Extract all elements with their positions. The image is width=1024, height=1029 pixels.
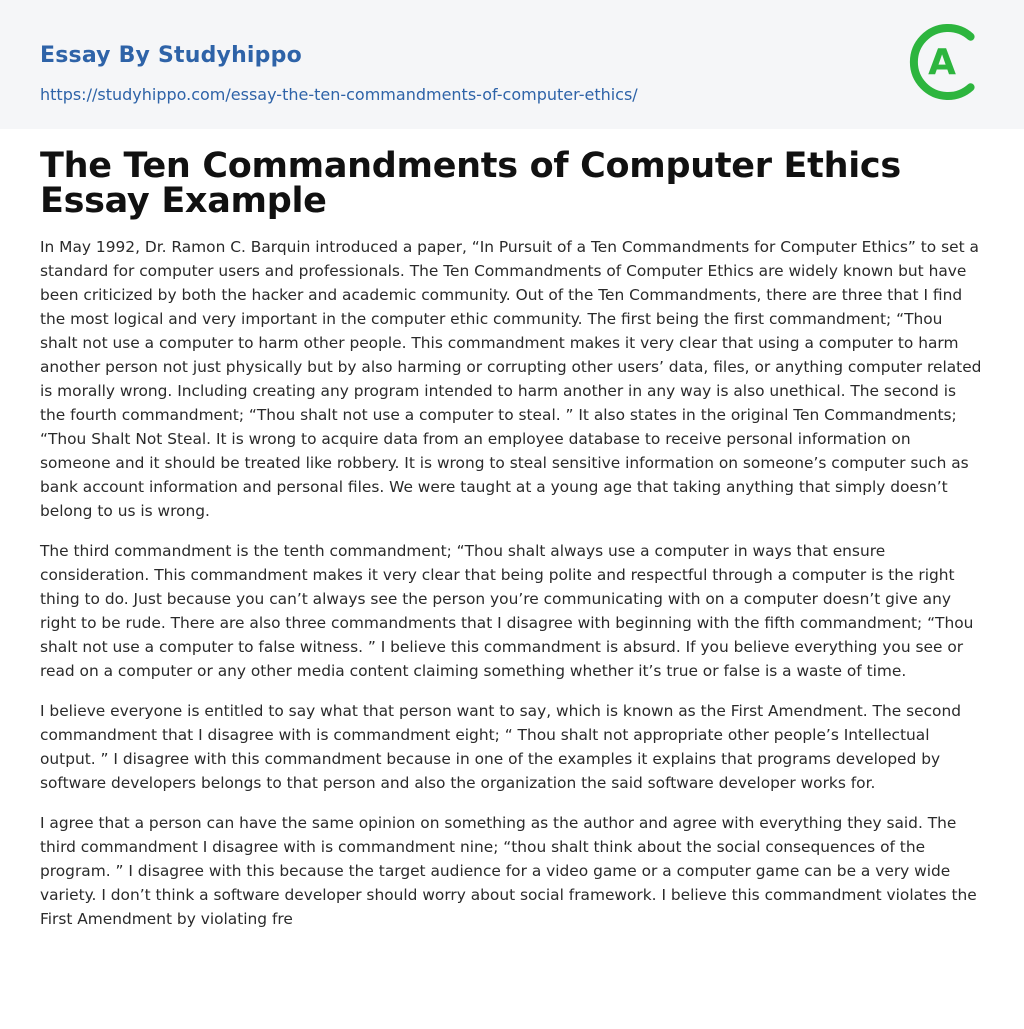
essay-paragraph: I agree that a person can have the same opinion on something as the author and agree with everything they said. The third commandment I disagree with is commandment nine; “thou shalt think about the social consequences of the program. ” I disagree with this because the target audience for a video game or a computer game can be a very wide variety. I don’t think a software developer should worry about social framework. I believe this commandment violates the First Amendment by violating fre: [40, 814, 977, 928]
studyhippo-logo-icon[interactable]: [900, 20, 984, 104]
site-header: [0, 0, 1024, 129]
site-brand[interactable]: Essay By Studyhippo: [40, 43, 302, 68]
essay-paragraph: I believe everyone is entitled to say what that person want to say, which is known as the First Amendment. The second commandment that I disagree with is commandment eight; “ Thou shalt not appropriate other people’s Intellectual output. ” I disagree with this commandment because in one of the examples it explains that programs developed by software developers belongs to that person and also the organization the said software developer works for.: [40, 702, 961, 792]
essay-url-link[interactable]: https://studyhippo.com/essay-the-ten-commandments-of-computer-ethics/: [40, 85, 638, 104]
essay-paragraph: The third commandment is the tenth commandment; “Thou shalt always use a computer in ways that ensure consideration. This commandment makes it very clear that being polite and respectful through a computer is the right thing to do. Just because you can’t always see the person you’re communicating with on a computer doesn’t give any right to be rude. There are also three commandments that I disagree with beginning with the fifth commandment; “Thou shalt not use a computer to false witness. ” I believe this commandment is absurd. If you believe everything you see or read on a computer or any other media content claiming something whether it’s true or false is a waste of time.: [40, 542, 974, 680]
essay-paragraph: In May 1992, Dr. Ramon C. Barquin introduced a paper, “In Pursuit of a Ten Commandments for Computer Ethics” to set a standard for computer users and professionals. The Ten Commandments of Computer Ethics are widely known but have been criticized by both the hacker and academic community. Out of the Ten Commandments, there are three that I find the most logical and very important in the computer ethic community. The first being the first commandment; “Thou shalt not use a computer to harm other people. This commandment makes it very clear that using a computer to harm another person not just physically but by also harming or corrupting other users’ data, files, or anything computer related is morally wrong. Including creating any program intended to harm another in any way is also unethical. The second is the fourth commandment; “Thou shalt not use a computer to steal. ” It also states in the original Ten Commandments; “Thou Shalt Not Steal. It is wrong to acquire data from an employee database to receive personal information on someone and it should be treated like robbery. It is wrong to steal sensitive information on someone’s computer such as bank account information and personal files. We were taught at a young age that taking anything that simply doesn’t belong to us is wrong.: [40, 238, 982, 520]
article: [0, 129, 1024, 931]
page-title: The Ten Commandments of Computer Ethics Essay Example: [40, 146, 901, 221]
logo-letter: A: [928, 42, 956, 83]
essay-body: [40, 235, 984, 931]
